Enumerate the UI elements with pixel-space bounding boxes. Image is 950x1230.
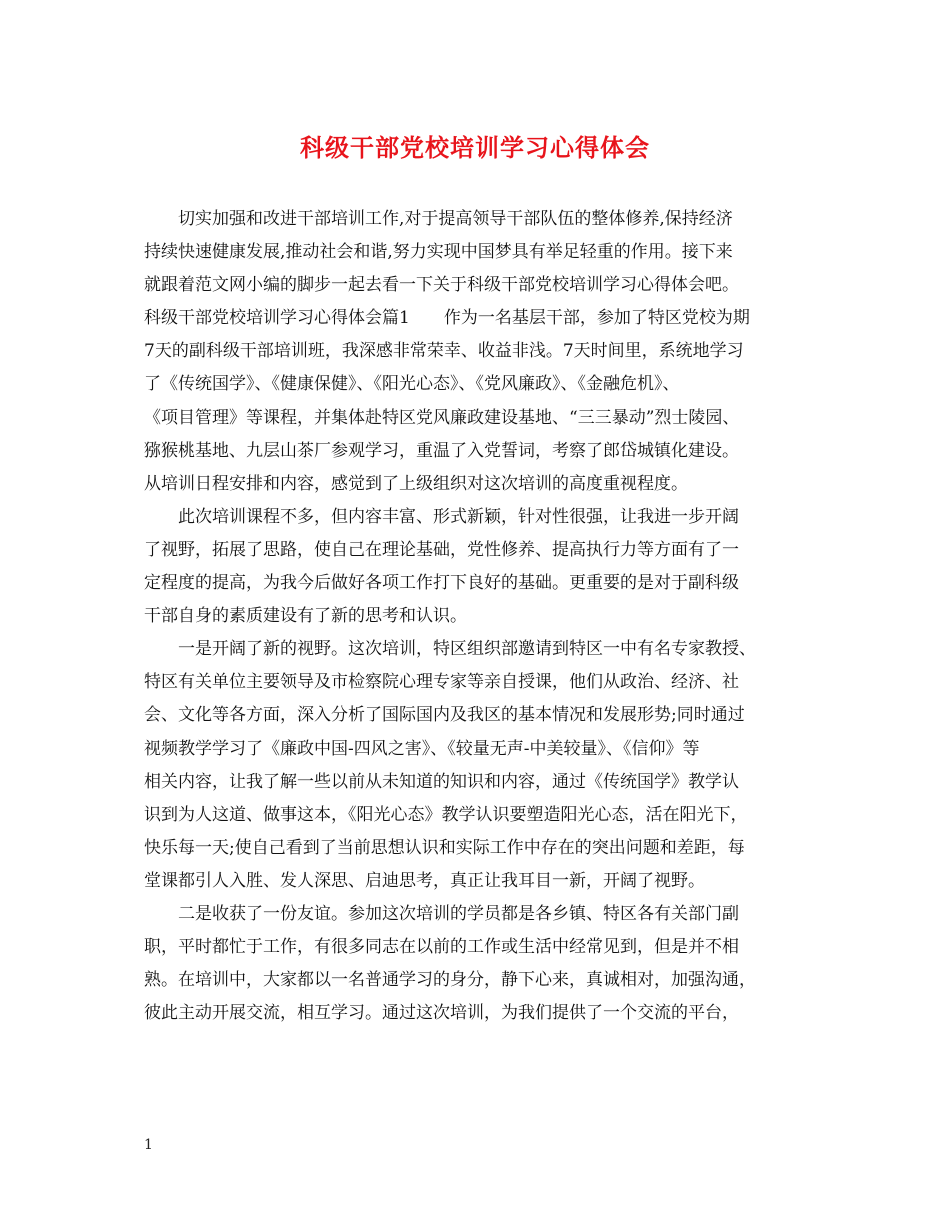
- text-line: 会、文化等各方面，深入分析了国际国内及我区的基本情况和发展形势;同时通过: [144, 705, 745, 726]
- text-line: 就跟着范文网小编的脚步一起去看一下关于科级干部党校培训学习心得体会吧。: [144, 275, 739, 296]
- text-line: 堂课都引人入胜、发人深思、启迪思考，真正让我耳目一新，开阔了视野。: [144, 870, 705, 891]
- section-heading-line: 科级干部党校培训学习心得体会篇1 作为一名基层干部，参加了特区党校为期: [144, 308, 750, 329]
- text-line: 二是收获了一份友谊。参加这次培训的学员都是各乡镇、特区各有关部门副: [178, 903, 739, 924]
- text-line: 识到为人这道、做事这本，《阳光心态》教学认识要塑造阳光心态，活在阳光下，: [144, 804, 748, 825]
- text-line: 干部自身的素质建设有了新的思考和认识。: [144, 606, 467, 627]
- text-line: 一是开阔了新的视野。这次培训，特区组织部邀请到特区一中有名专家教授、: [178, 639, 756, 660]
- text-line: 7天的副科级干部培训班，我深感非常荣幸、收益非浅。7天时间里，系统地学习: [144, 341, 744, 362]
- text-line: 定程度的提高，为我今后做好各项工作打下良好的基础。更重要的是对于副科级: [144, 573, 739, 594]
- text-line: 《项目管理》等课程，并集体赴特区党风廉政建设基地、“三三暴动”烈士陵园、: [144, 407, 740, 428]
- text-line: 了视野，拓展了思路，使自己在理论基础，党性修养、提高执行力等方面有了一: [144, 539, 739, 560]
- text-line: 相关内容，让我了解一些以前从未知道的知识和内容，通过《传统国学》教学认: [144, 771, 739, 792]
- text-line: 此次培训课程不多，但内容丰富、形式新颖，针对性很强，让我进一步开阔: [178, 506, 739, 527]
- text-line: 视频教学学习了《廉政中国-四风之害》、《较量无声-中美较量》、《信仰》等: [144, 738, 700, 759]
- text-line: 熟。在培训中，大家都以一名普通学习的身分，静下心来，真诚相对，加强沟通，: [144, 970, 756, 991]
- text-line: 职，平时都忙于工作，有很多同志在以前的工作或生活中经常见到，但是并不相: [144, 937, 739, 958]
- text-line: 从培训日程安排和内容，感觉到了上级组织对这次培训的高度重视程度。: [144, 473, 688, 494]
- text-line: 猕猴桃基地、九层山茶厂参观学习，重温了入党誓词，考察了郎岱城镇化建设。: [144, 440, 739, 461]
- text-line: 彼此主动开展交流，相互学习。通过这次培训，为我们提供了一个交流的平台，: [144, 1003, 739, 1024]
- text-line: 了《传统国学》、《健康保健》、《阳光心态》、《党风廉政》、《金融危机》、: [144, 374, 680, 395]
- page-number: 1: [144, 1137, 153, 1153]
- text-line: 快乐每一天;使自己看到了当前思想认识和实际工作中存在的突出问题和差距，每: [144, 837, 745, 858]
- text-line: 切实加强和改进干部培训工作,对于提高领导干部队伍的整体修养,保持经济: [178, 209, 733, 229]
- document-body: [144, 203, 814, 1030]
- text-line: 特区有关单位主要领导及市检察院心理专家等亲自授课，他们从政治、经济、社: [144, 672, 739, 693]
- text-line: 持续快速健康发展,推动社会和谐,努力实现中国梦具有举足轻重的作用。接下来: [144, 242, 733, 263]
- document-title: 科级干部党校培训学习心得体会: [300, 133, 650, 162]
